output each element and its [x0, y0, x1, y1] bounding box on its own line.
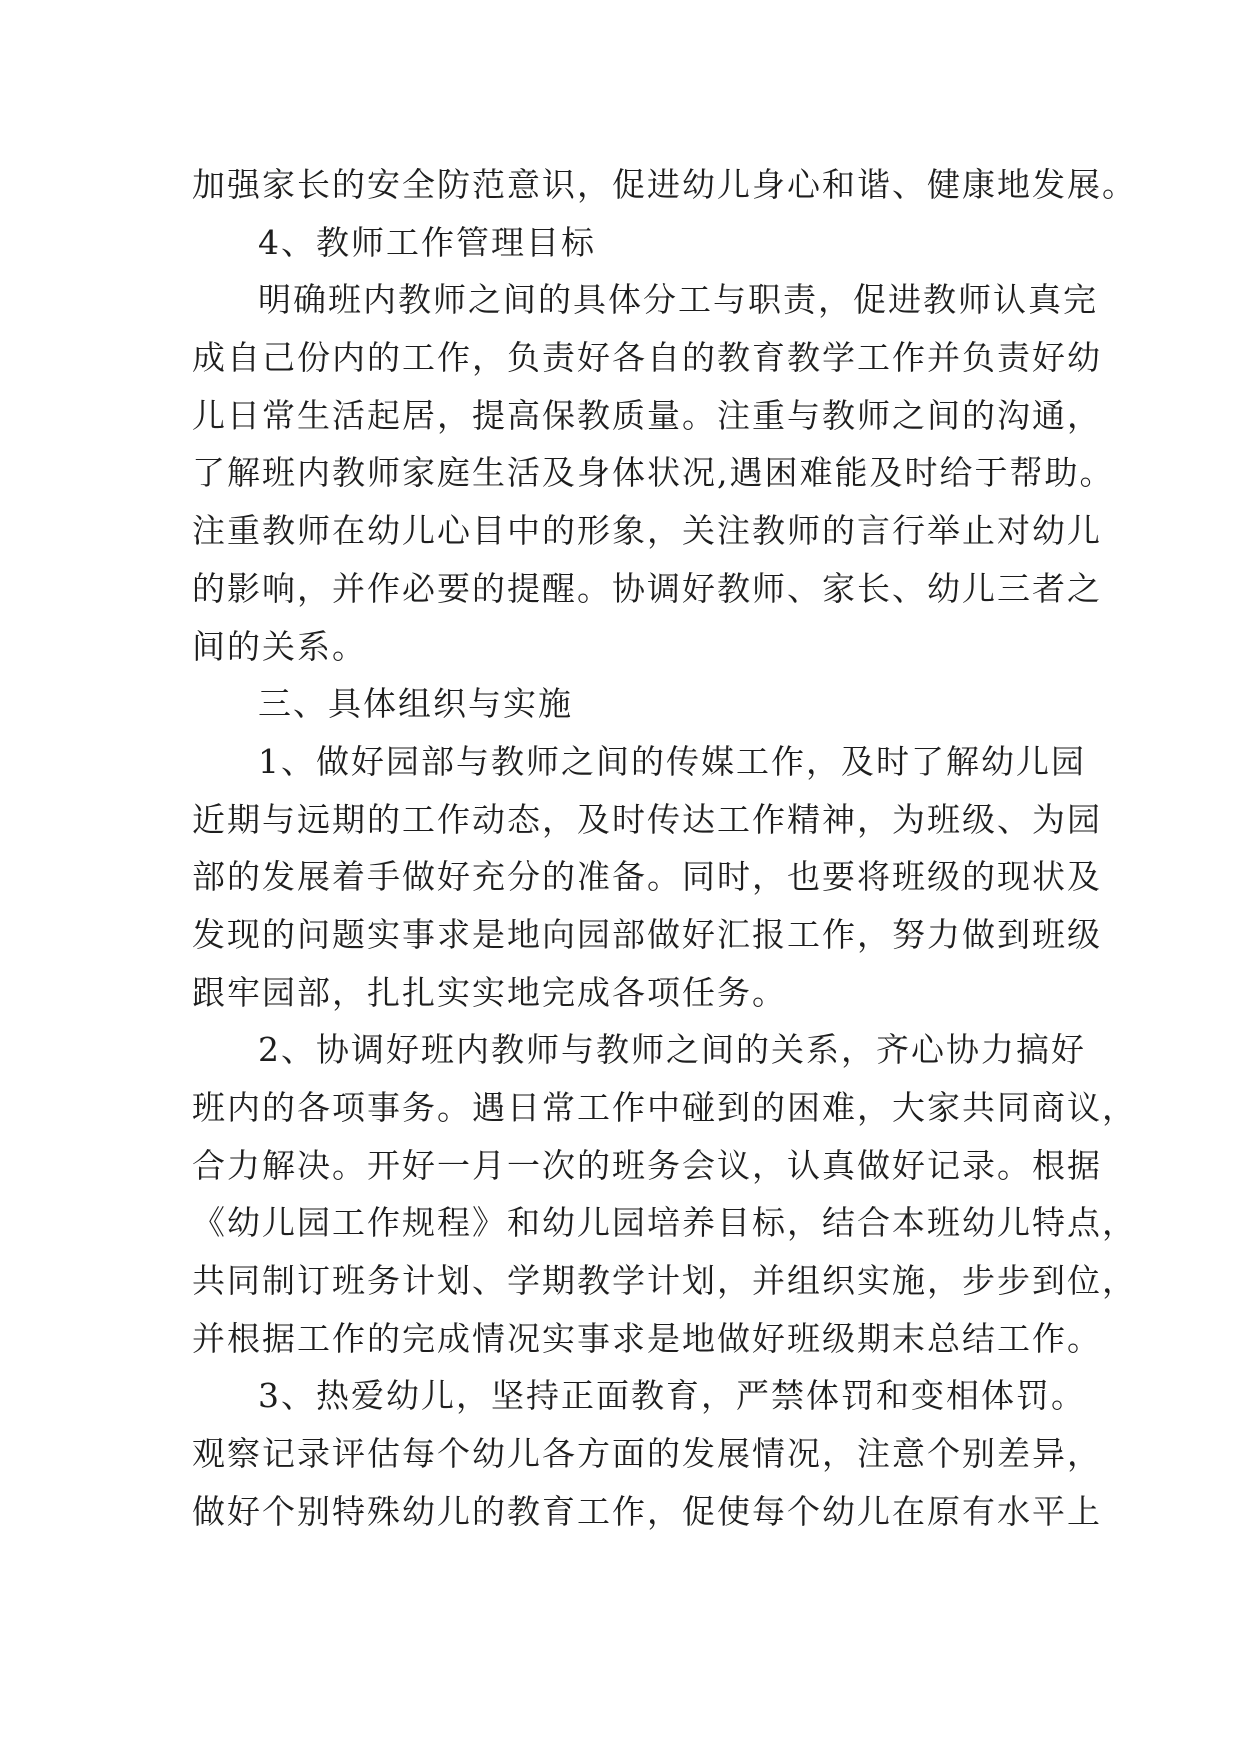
text-line: 间的关系。 [192, 626, 367, 666]
text-line: 发现的问题实事求是地向园部做好汇报工作，努力做到班级 [192, 914, 1102, 954]
section-heading: 三、具体组织与实施 [258, 684, 573, 724]
text-line: 了解班内教师家庭生活及身体状况,遇困难能及时给于帮助。 [192, 453, 1115, 493]
text-line: 并根据工作的完成情况实事求是地做好班级期末总结工作。 [192, 1318, 1102, 1358]
text-line: 儿日常生活起居，提高保教质量。注重与教师之间的沟通， [192, 395, 1102, 435]
text-line: 注重教师在幼儿心目中的形象，关注教师的言行举止对幼儿 [192, 511, 1102, 551]
text-line: 跟牢园部，扎扎实实地完成各项任务。 [192, 972, 787, 1012]
text-line: 部的发展着手做好充分的准备。同时，也要将班级的现状及 [192, 857, 1102, 897]
text-line: 加强家长的安全防范意识，促进幼儿身心和谐、健康地发展。 [192, 165, 1137, 204]
text-line: 近期与远期的工作动态，及时传达工作精神，为班级、为园 [192, 799, 1102, 839]
paragraph-start: 1、做好园部与教师之间的传媒工作，及时了解幼儿园 [258, 741, 1086, 781]
text-line: 共同制订班务计划、学期教学计划，并组织实施，步步到位， [192, 1261, 1137, 1301]
text-line: 做好个别特殊幼儿的教育工作，促使每个幼儿在原有水平上 [192, 1491, 1102, 1531]
section-heading: 4、教师工作管理目标 [258, 222, 596, 262]
text-line: 成自己份内的工作，负责好各自的教育教学工作并负责好幼 [192, 338, 1102, 378]
paragraph-start: 2、协调好班内教师与教师之间的关系，齐心协力搞好 [258, 1030, 1086, 1070]
text-line: 《幼儿园工作规程》和幼儿园培养目标，结合本班幼儿特点， [192, 1203, 1137, 1243]
text-line: 班内的各项事务。遇日常工作中碰到的困难，大家共同商议， [192, 1088, 1137, 1127]
paragraph-start: 3、热爱幼儿，坚持正面教育，严禁体罚和变相体罚。 [258, 1376, 1086, 1416]
paragraph-start: 明确班内教师之间的具体分工与职责，促进教师认真完 [258, 280, 1098, 320]
text-line: 观察记录评估每个幼儿各方面的发展情况，注意个别差异， [192, 1434, 1102, 1474]
document-body [192, 156, 1137, 1541]
text-line: 合力解决。开好一月一次的班务会议，认真做好记录。根据 [192, 1145, 1102, 1185]
text-line: 的影响，并作必要的提醒。协调好教师、家长、幼儿三者之 [192, 568, 1102, 608]
